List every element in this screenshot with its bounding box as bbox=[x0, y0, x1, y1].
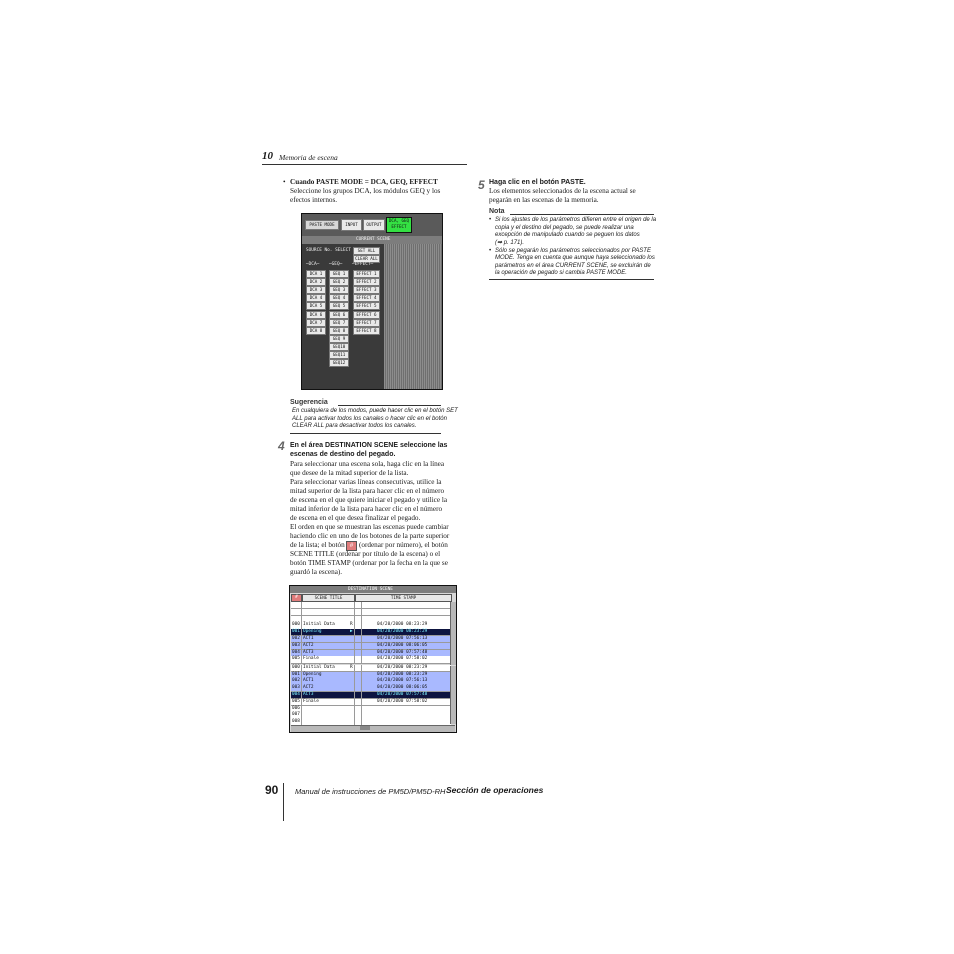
step-4-para-2-line-1: Para seleccionar varias líneas consecutivas, utilice la bbox=[290, 478, 442, 486]
step-4-number: 4 bbox=[278, 439, 285, 453]
step-4-para-2-line-3: de escena en el que quiere iniciar el pegado y utilice la bbox=[290, 496, 448, 504]
dca-geq-label: DCA, GEQ bbox=[388, 218, 410, 223]
step-4-para-3-line-3a: de la lista; el botón bbox=[290, 541, 345, 549]
paste-mode-label: PASTE MODE bbox=[305, 220, 339, 230]
scene-number: 003 bbox=[292, 642, 300, 648]
effect-column-label: ─EFFECT─ bbox=[352, 262, 374, 267]
step-4-para-3-line-6: guardó la escena). bbox=[290, 568, 343, 576]
dca-6-button[interactable]: DCA 6 bbox=[306, 311, 326, 319]
scene-number: 001 bbox=[292, 671, 300, 677]
current-scene-title: CURRENT SCENE bbox=[356, 237, 391, 242]
scene-number: 000 bbox=[292, 664, 300, 670]
dca-1-button[interactable]: DCA 1 bbox=[306, 270, 326, 278]
horizontal-scrollbar[interactable] bbox=[291, 725, 455, 732]
scene-time-stamp: 04/20/2000 08:06:05 bbox=[377, 685, 428, 691]
note-heading: Nota bbox=[489, 208, 505, 215]
scene-row[interactable] bbox=[291, 656, 451, 663]
scene-title: Opening bbox=[303, 671, 322, 677]
scene-number: 003 bbox=[292, 685, 300, 691]
scene-title: Initial Data bbox=[303, 622, 335, 628]
scene-title: ACT1 bbox=[303, 678, 314, 684]
effect-4-button[interactable]: EFFECT 4 bbox=[353, 294, 380, 302]
note-2-line-3: parámetros en el área CURRENT SCENE, se excluirán de bbox=[495, 262, 651, 269]
scene-time-stamp: 04/20/2000 08:23:29 bbox=[377, 664, 428, 670]
dca-8-button[interactable]: DCA 8 bbox=[306, 327, 326, 335]
geq-12-button[interactable]: GEQ12 bbox=[329, 359, 349, 367]
manual-title: Manual de instrucciones de PM5D/PM5D-RH bbox=[295, 787, 446, 796]
geq-11-button[interactable]: GEQ11 bbox=[329, 351, 349, 359]
sort-by-number-icon: # bbox=[346, 541, 357, 551]
step-4-para-2-line-2: mitad superior de la lista para hacer clic en el número bbox=[290, 487, 445, 495]
note-bottom-rule bbox=[489, 279, 654, 280]
scene-time-stamp: 04/20/2000 07:56:13 bbox=[377, 636, 428, 641]
scene-title: ACT2 bbox=[303, 685, 314, 691]
dca-3-button[interactable]: DCA 3 bbox=[306, 286, 326, 294]
note-2-line-1: Sólo se pegarán los parámetros seleccionados por PASTE bbox=[495, 247, 651, 254]
note-bullet-1: • bbox=[489, 217, 492, 223]
geq-6-button[interactable]: GEQ 6 bbox=[329, 311, 349, 319]
dca-4-button[interactable]: DCA 4 bbox=[306, 294, 326, 302]
scene-title: Finale bbox=[303, 656, 319, 662]
geq-4-button[interactable]: GEQ 4 bbox=[329, 294, 349, 302]
scene-title: Initial Data bbox=[303, 664, 335, 670]
destination-scene-panel bbox=[289, 585, 457, 733]
geq-2-button[interactable]: GEQ 2 bbox=[329, 278, 349, 286]
step-4-para-3-line-5: botón TIME STAMP (ordenar por la fecha en la que se bbox=[290, 559, 448, 567]
tip-rule bbox=[338, 405, 441, 406]
effect-label: EFFECT bbox=[391, 224, 407, 229]
step-4-para-1-line-2: que desee de la mitad superior de la lista. bbox=[290, 469, 409, 477]
geq-7-button[interactable]: GEQ 7 bbox=[329, 319, 349, 327]
note-2-line-2: MODE. Tenga en cuenta que aunque haya seleccionado los bbox=[495, 255, 655, 262]
geq-column-label: ─GEQ─ bbox=[329, 262, 343, 267]
section-title: Sección de operaciones bbox=[446, 785, 544, 795]
note-1-line-4: (➡ p. 171). bbox=[495, 239, 525, 246]
geq-8-button[interactable]: GEQ 8 bbox=[329, 327, 349, 335]
dca-2-button[interactable]: DCA 2 bbox=[306, 278, 326, 286]
scene-number: 002 bbox=[292, 636, 300, 641]
note-rule bbox=[510, 214, 654, 215]
scene-title: ACT3 bbox=[303, 649, 314, 655]
step-4-para-3-line-1: El orden en que se muestran las escenas puede cambiar bbox=[290, 523, 449, 531]
note-1-line-2: copia y el destino del pegado, se puede realizar una bbox=[495, 224, 634, 231]
dca-7-button[interactable]: DCA 7 bbox=[306, 319, 326, 327]
scene-title: Finale bbox=[303, 698, 319, 704]
scene-marker: ▶ bbox=[350, 629, 353, 635]
geq-3-button[interactable]: GEQ 3 bbox=[329, 286, 349, 294]
effect-8-button[interactable]: EFFECT 8 bbox=[353, 327, 380, 335]
upper-scrollbar[interactable] bbox=[450, 602, 456, 665]
geq-9-button[interactable]: GEQ 9 bbox=[329, 335, 349, 343]
scene-number: 006 bbox=[292, 705, 300, 711]
scene-title: ACT2 bbox=[303, 642, 314, 648]
destination-scene-title: DESTINATION SCENE bbox=[348, 587, 393, 592]
step-4-heading-1: En el área DESTINATION SCENE seleccione las bbox=[290, 442, 448, 449]
effect-5-button[interactable]: EFFECT 5 bbox=[353, 302, 380, 310]
bullet-body-1: Seleccione los grupos DCA, los módulos GEQ y los bbox=[290, 187, 441, 195]
scene-time-stamp: 04/20/2000 07:56:13 bbox=[377, 678, 428, 684]
chapter-title: Memoria de escena bbox=[279, 153, 338, 162]
clear-all-button[interactable]: CLEAR ALL bbox=[353, 255, 380, 263]
scene-number: 000 bbox=[292, 622, 300, 628]
scene-marker: R bbox=[350, 664, 353, 670]
scene-number: 002 bbox=[292, 678, 300, 684]
scene-time-stamp: 04/20/2000 07:58:02 bbox=[377, 656, 428, 662]
tip-heading: Sugerencia bbox=[290, 399, 328, 406]
scene-title: Opening bbox=[303, 629, 322, 635]
scene-time-stamp: 04/20/2000 08:06:05 bbox=[377, 642, 428, 648]
scene-time-stamp: 04/20/2000 07:58:02 bbox=[377, 698, 428, 704]
source-select-label: SOURCE No. SELECT bbox=[306, 248, 351, 253]
step-5-heading: Haga clic en el botón PASTE. bbox=[489, 179, 586, 186]
page-number: 90 bbox=[265, 783, 279, 797]
dca-column-label: ─DCA─ bbox=[306, 262, 320, 267]
effect-7-button[interactable]: EFFECT 7 bbox=[353, 319, 380, 327]
scene-time-stamp: 04/20/2000 08:23:29 bbox=[377, 629, 428, 635]
tip-bottom-rule bbox=[290, 433, 441, 434]
scroll-thumb[interactable] bbox=[360, 726, 370, 730]
step-4-heading-2: escenas de destino del pegado. bbox=[290, 451, 396, 458]
scene-number: 004 bbox=[292, 649, 300, 655]
footer-divider bbox=[283, 783, 284, 821]
step-5-body-1: Los elementos seleccionados de la escena actual se bbox=[489, 187, 636, 195]
note-1-line-1: Si los ajustes de los parámetros difieren entre el origen de la bbox=[495, 217, 657, 223]
scene-number: 004 bbox=[292, 691, 300, 697]
dca-geq-effect-mode-button[interactable] bbox=[386, 217, 412, 233]
geq-10-button[interactable]: GEQ10 bbox=[329, 343, 349, 351]
step-4-para-3-line-4: SCENE TITLE (ordenar por título de la escena) o el bbox=[290, 550, 441, 558]
scene-number: 001 bbox=[292, 629, 300, 635]
effect-2-button[interactable]: EFFECT 2 bbox=[353, 278, 380, 286]
scene-title: ACT3 bbox=[303, 691, 314, 697]
scene-number: 008 bbox=[292, 719, 300, 725]
set-all-button[interactable]: SET ALL bbox=[353, 247, 380, 255]
dca-5-button[interactable]: DCA 5 bbox=[306, 302, 326, 310]
scene-number: 007 bbox=[292, 712, 300, 718]
paste-mode-panel bbox=[301, 213, 443, 390]
scene-number: 005 bbox=[292, 698, 300, 704]
step-4-para-2-line-4: mitad inferior de la lista para hacer clic en el número bbox=[290, 505, 443, 513]
bullet-icon: • bbox=[283, 178, 286, 186]
bullet-body-2: efectos internos. bbox=[290, 196, 338, 204]
scene-number: 005 bbox=[292, 656, 300, 662]
tip-line-1: En cualquiera de los modos, puede hacer clic en el botón SET bbox=[292, 408, 458, 414]
tip-line-2: ALL para activar todos los canales o hacer clic en el botón bbox=[292, 415, 447, 422]
tip-line-3: CLEAR ALL para desactivar todos los canales. bbox=[292, 423, 417, 429]
output-mode-button[interactable]: OUTPUT bbox=[363, 219, 385, 231]
step-4-para-3-line-2: haciendo clic en uno de los botones de la parte superior bbox=[290, 532, 450, 540]
step-4-para-2-line-5: de escena en el que desea finalizar el pegado. bbox=[290, 514, 421, 522]
scene-time-stamp: 04/20/2000 08:23:29 bbox=[377, 622, 428, 628]
input-mode-button[interactable]: INPUT bbox=[341, 219, 362, 231]
geq-5-button[interactable]: GEQ 5 bbox=[329, 302, 349, 310]
scene-title: ACT1 bbox=[303, 636, 314, 641]
step-4-para-3-line-3b: (ordenar por número), el botón bbox=[359, 541, 448, 549]
geq-1-button[interactable]: GEQ 1 bbox=[329, 270, 349, 278]
scene-time-stamp: 04/20/2000 07:57:48 bbox=[377, 691, 428, 697]
note-2-line-4: la operación de pegado si cambia PASTE MODE. bbox=[495, 270, 627, 277]
time-stamp-sort-button[interactable]: TIME STAMP bbox=[355, 594, 452, 602]
step-5-number: 5 bbox=[478, 178, 485, 192]
scene-marker: R bbox=[350, 622, 353, 628]
scene-time-stamp: 04/20/2000 07:57:48 bbox=[377, 649, 428, 655]
step-5-body-2: pegarán en las escenas de la memoria. bbox=[489, 196, 599, 204]
lower-scrollbar[interactable] bbox=[450, 666, 456, 724]
scene-time-stamp: 04/20/2000 08:23:29 bbox=[377, 671, 428, 677]
effect-1-button[interactable]: EFFECT 1 bbox=[353, 270, 380, 278]
effect-3-button[interactable]: EFFECT 3 bbox=[353, 286, 380, 294]
scene-title-sort-button[interactable]: SCENE TITLE bbox=[302, 594, 355, 602]
bullet-heading: Cuando PASTE MODE = DCA, GEQ, EFFECT bbox=[290, 178, 438, 186]
step-4-para-1-line-1: Para seleccionar una escena sola, haga clic en la línea bbox=[290, 460, 445, 468]
effect-6-button[interactable]: EFFECT 6 bbox=[353, 311, 380, 319]
note-bullet-2: • bbox=[489, 247, 492, 254]
sort-number-button[interactable]: # bbox=[291, 594, 302, 602]
header-rule bbox=[262, 164, 467, 165]
note-1-line-3: excepción de manipulado cuando se peguen los datos bbox=[495, 232, 640, 239]
chapter-number: 10 bbox=[262, 150, 273, 162]
